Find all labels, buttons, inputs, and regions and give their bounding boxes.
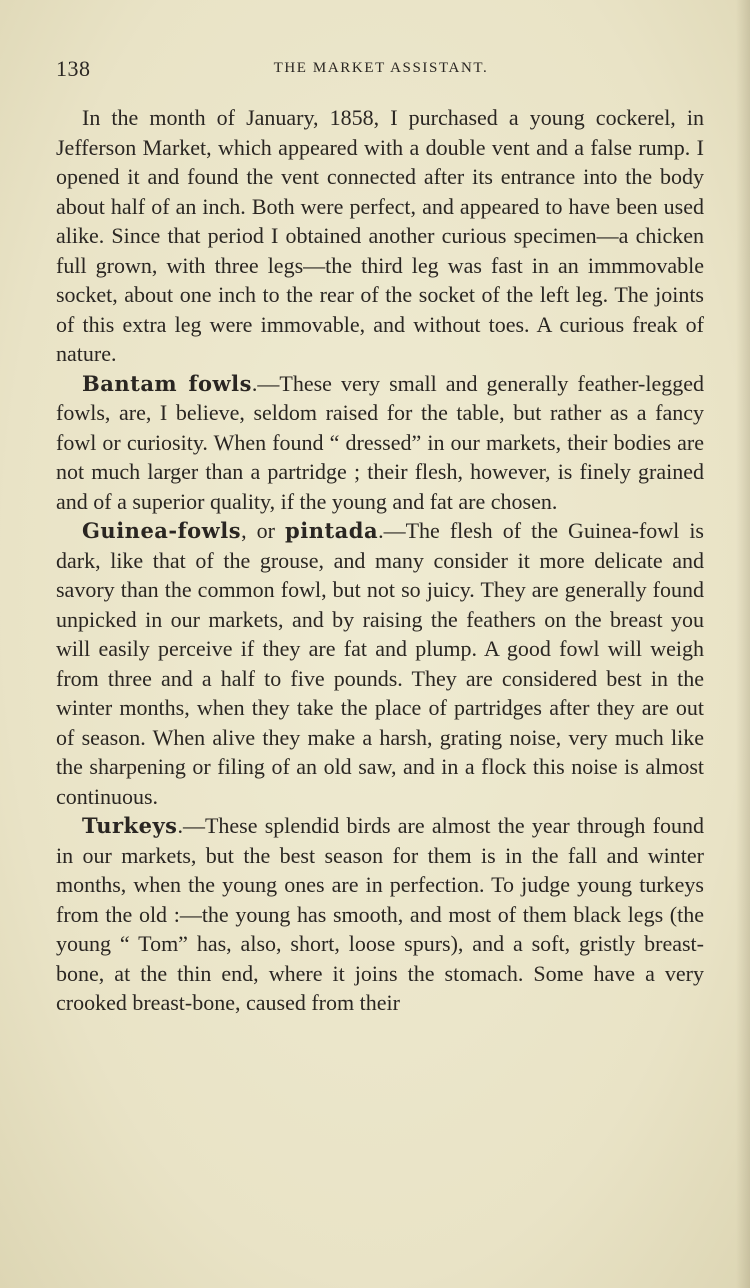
paragraph-guinea-fowls	[56, 516, 704, 811]
paragraph-text: In the month of January, 1858, I purchased a young cockerel, in Jefferson Market, which appeared with a double vent and a false rump. I opened it and found the vent connected after its entrance into the body about half of an inch. Both were perfect, and appeared to have been used alike. Since that period I obtained another curious specimen—a chicken full grown, with three legs—the third leg was fast in an immmovable socket, about one inch to the rear of the socket of the left leg. The joints of this extra leg were immovable, and without toes. A curious freak of nature.	[56, 105, 704, 366]
paragraph-double-vent-cockerel	[56, 103, 704, 369]
page-edge-shadow	[736, 0, 750, 1288]
term-heading: Turkeys	[82, 813, 178, 838]
paragraph-bantam-fowls	[56, 369, 704, 517]
term-heading-secondary: pintada	[285, 518, 379, 543]
running-head: THE MARKET ASSISTANT.	[273, 60, 489, 76]
term-heading: Bantam fowls	[82, 370, 252, 396]
term-heading: Guinea-fowls	[82, 518, 242, 543]
page-number: 138	[56, 56, 91, 81]
paragraph-turkeys	[56, 811, 704, 1018]
paragraph-text: .—These very small and generally feather-legged fowls, are, I believe, seldom raised for the table, but rather as a fancy fowl or curiosity. When found “ dressed” in our markets, their bodies are not much larger than a partridge ; their flesh, however, is finely grained and of a superior quality, if the young and fat are chosen.	[56, 370, 704, 514]
paragraph-text: .—These splendid birds are almost the year through found in our markets, but the best season for them is in the fall and winter months, when the young ones are in perfection. To judge young turkeys from the old :—the young has smooth, and most of them black legs (the young “ Tom” has, also, short, loose spurs), and a soft, gristly breast-bone, at the thin end, where it joins the stomach. Some have a very crooked breast-bone, caused from their	[56, 813, 704, 1015]
term-connector: , or	[241, 518, 286, 543]
paragraph-text: .—The flesh of the Guinea-fowl is dark, like that of the grouse, and many consider it more delicate and savory than the common fowl, but not so juicy. They are generally found unpicked in our markets, and by raising the feathers on the breast you will easily perceive if they are fat and plump. A good fowl will weigh from three and a half to five pounds. They are considered best in the winter months, when they take the place of partridges after they are out of season. When alive they make a harsh, grating noise, very much like the sharpening or filing of an old saw, and in a flock this noise is almost continuous.	[56, 518, 704, 809]
body-text	[56, 103, 704, 1018]
page-header	[56, 56, 706, 86]
